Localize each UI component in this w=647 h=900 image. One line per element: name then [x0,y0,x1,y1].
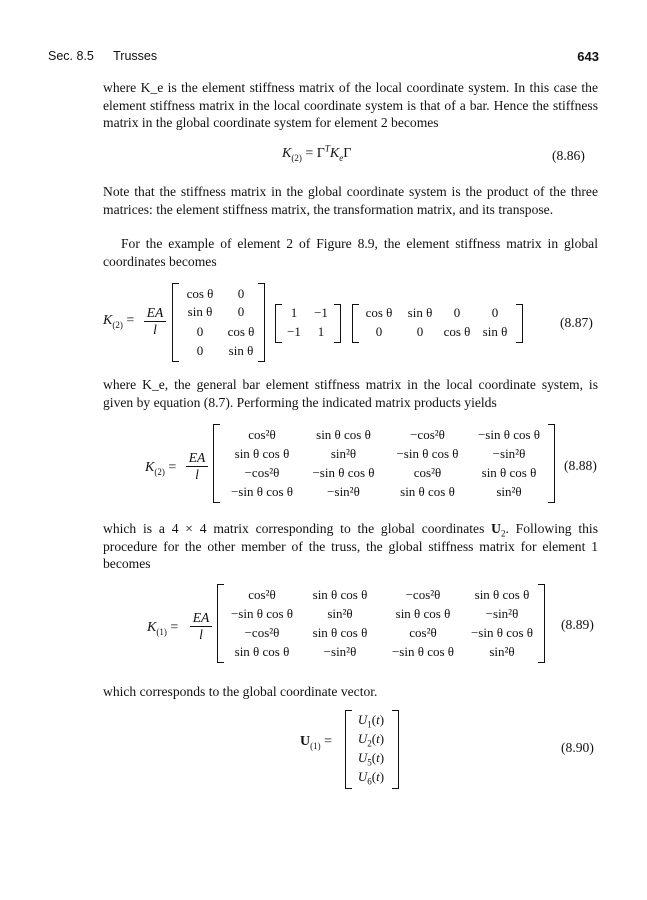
matrix-cell: −cos²θ [244,465,280,480]
matrix-cell: 0 [237,304,245,319]
matrix-cell: −sin²θ [327,484,360,499]
vector-entry: $U_1(t)$ [357,712,385,730]
matrix-cell: −sin θ cos θ [391,644,455,659]
matrix-cell: cos²θ [248,427,276,442]
matrix-cell: sin²θ [327,606,353,621]
eq89-right-bracket [538,584,545,663]
matrix-cell: −sin θ cos θ [477,427,541,442]
eq87-m2-right-bracket [334,304,341,343]
matrix-cell: −sin θ cos θ [396,446,459,461]
matrix-cell: sin θ cos θ [474,587,530,602]
matrix-cell: sin θ cos θ [312,625,368,640]
matrix-cell: sin²θ [330,446,357,461]
matrix-cell: sin θ [407,305,433,320]
matrix-cell: 0 [416,324,424,339]
matrix-cell: 0 [196,343,204,358]
matrix-cell: −cos²θ [410,427,445,442]
matrix-cell: sin θ [187,304,213,319]
running-header [48,49,157,63]
matrix-cell: sin θ [228,343,254,358]
matrix-cell: −sin θ cos θ [470,625,534,640]
matrix-cell: cos²θ [409,625,437,640]
paragraph-3: For the example of element 2 of Figure 8.9, the element stiffness matrix in global coordinates becomes [103,236,598,269]
matrix-cell: 0 [196,324,204,339]
matrix-cell: −sin θ cos θ [230,606,294,621]
matrix-cell: −1 [314,305,328,320]
matrix-cell: 0 [237,286,245,301]
matrix-cell: sin θ cos θ [316,427,371,442]
matrix-cell: cos θ [227,324,255,339]
matrix-cell: 0 [453,305,461,320]
equation-number-8-88: (8.88) [564,458,597,473]
eq90-right-bracket [392,710,399,789]
section-title: Trusses [113,49,158,63]
matrix-cell: −cos²θ [405,587,441,602]
paragraph-4: where K_e, the general bar element stiffness matrix in the local coordinate system, is given by equation (8.7). Performing the indicated matrix products yields [103,377,598,410]
matrix-cell: sin θ cos θ [234,446,290,461]
eq89-left-bracket [217,584,224,663]
matrix-cell: −sin²θ [492,446,526,461]
paragraph-5: which is a 4 × 4 matrix corresponding to the global coordinates $U_2$. Following this procedure for the other member of the truss, the global stiffness matrix for element 1 becomes [103,521,599,571]
vector-entry: $U_2(t)$ [357,731,385,749]
eq87-lhs: $K_{(2)}$ = [103,313,135,330]
eq90-lhs: $U_{(1)}$ = [300,734,333,751]
paragraph-2: Note that the stiffness matrix in the global coordinate system is the product of the three matrices: the element stiffness matrix, the transformation matrix, and its transpose. [103,184,598,217]
eq87-fraction: $\frac{EA}{l}$ [144,305,166,338]
matrix-cell: cos²θ [413,465,442,480]
matrix-cell: 1 [290,305,298,320]
eq87-m1-left-bracket [172,283,179,362]
eq88-left-bracket [213,424,220,503]
equation-8-86: $K_{(2)} = \Gamma^TK_e\Gamma$ [282,143,352,163]
matrix-cell: 0 [491,305,499,320]
global-coordinates-symbol: U [491,521,501,536]
matrix-cell: −sin²θ [485,606,519,621]
paragraph-1-text: where K_e is the element stiffness matrix of the local coordinate system. In this case the element stiffness matrix in the local coordinate system is that of a bar. Hence the stiffness matrix in the global coordinate system for element 2 becomes [103,80,598,130]
matrix-cell: −cos²θ [244,625,280,640]
eq88-lhs: $K_{(2)}$ = [145,460,177,477]
paragraph-5-text-b: . Following this procedure for the other member of the truss, the global stiffness matrix for element 1 becomes [103,521,599,571]
eq88-fraction: $\frac{EA}{l}$ [186,450,208,483]
paragraph-5-text-a: which is a 4 × 4 matrix corresponding to the global coordinates [103,521,492,536]
matrix-cell: −sin θ cos θ [312,465,375,480]
eq87-m2-left-bracket [275,304,282,343]
matrix-cell: cos²θ [248,587,276,602]
equation-number-8-89: (8.89) [561,617,594,632]
matrix-cell: 1 [317,324,325,339]
matrix-cell: sin²θ [496,484,522,499]
vector-entry: $U_5(t)$ [357,750,385,768]
matrix-cell: 0 [375,324,383,339]
matrix-cell: −sin θ cos θ [230,484,294,499]
eq87-m3-right-bracket [516,304,523,343]
equation-number-8-87: (8.87) [560,315,593,330]
matrix-cell: sin θ cos θ [234,644,290,659]
matrix-cell: cos θ [443,324,471,339]
matrix-cell: sin θ cos θ [312,587,368,602]
equation-number-8-86: (8.86) [552,148,585,163]
matrix-cell: sin θ cos θ [481,465,537,480]
matrix-cell: sin θ cos θ [400,484,455,499]
eq89-fraction: $\frac{EA}{l}$ [190,610,212,643]
eq88-right-bracket [548,424,555,503]
matrix-cell: sin θ [482,324,508,339]
eq90-left-bracket [345,710,352,789]
page-number: 643 [577,49,599,64]
matrix-cell: sin θ cos θ [395,606,451,621]
section-number: Sec. 8.5 [48,49,94,63]
matrix-cell: −sin²θ [323,644,357,659]
equation-number-8-90: (8.90) [561,740,594,755]
paragraph-6: which corresponds to the global coordinate vector. [103,684,378,699]
paragraph-1 [103,79,598,132]
matrix-cell: −1 [287,324,301,339]
eq89-lhs: $K_{(1)}$ = [147,620,179,637]
matrix-cell: sin²θ [489,644,515,659]
matrix-cell: cos θ [365,305,393,320]
vector-entry: $U_6(t)$ [357,769,385,787]
matrix-cell: cos θ [186,286,214,301]
